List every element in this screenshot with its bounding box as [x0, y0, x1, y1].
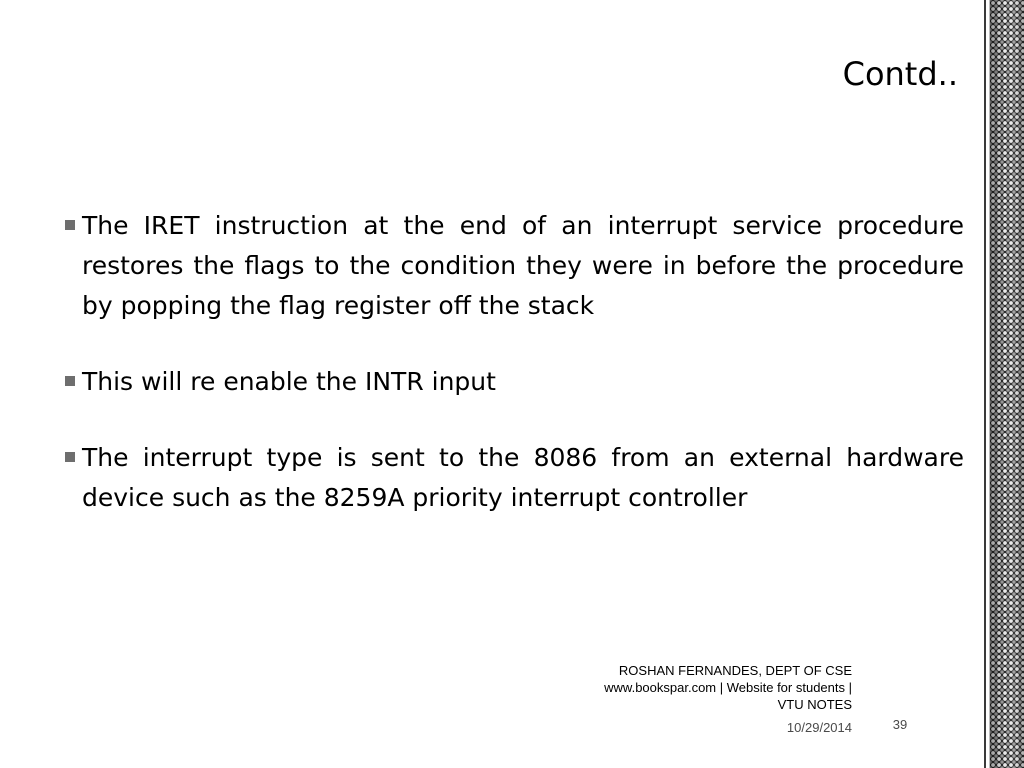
- footer-website: www.bookspar.com | Website for students |: [604, 680, 852, 695]
- page-number: 39: [892, 717, 908, 732]
- bullet-item: [62, 362, 964, 402]
- bullet-text: The IRET instruction at the end of an interrupt service procedure restores the flags to the condition they were in before the procedure by popping the flag register off the stack: [82, 211, 964, 320]
- bullet-text: The interrupt type is sent to the 8086 from an external hardware device such as the 8259A priority interrupt controller: [82, 443, 964, 512]
- square-bullet-icon: [65, 376, 75, 386]
- square-bullet-icon: [65, 452, 75, 462]
- bullet-list: [62, 206, 964, 518]
- square-bullet-icon: [65, 220, 75, 230]
- footer-author: ROSHAN FERNANDES, DEPT OF CSE: [618, 663, 852, 678]
- footer-notes: VTU NOTES: [777, 697, 852, 712]
- footer-date: 10/29/2014: [786, 720, 852, 735]
- bullet-text: This will re enable the INTR input: [82, 367, 496, 396]
- bullet-item: [62, 438, 964, 518]
- dotted-pattern-shade: [990, 0, 1024, 768]
- footer-text: [560, 662, 852, 713]
- bullet-item: [62, 206, 964, 326]
- slide-title: Contd..: [842, 55, 958, 93]
